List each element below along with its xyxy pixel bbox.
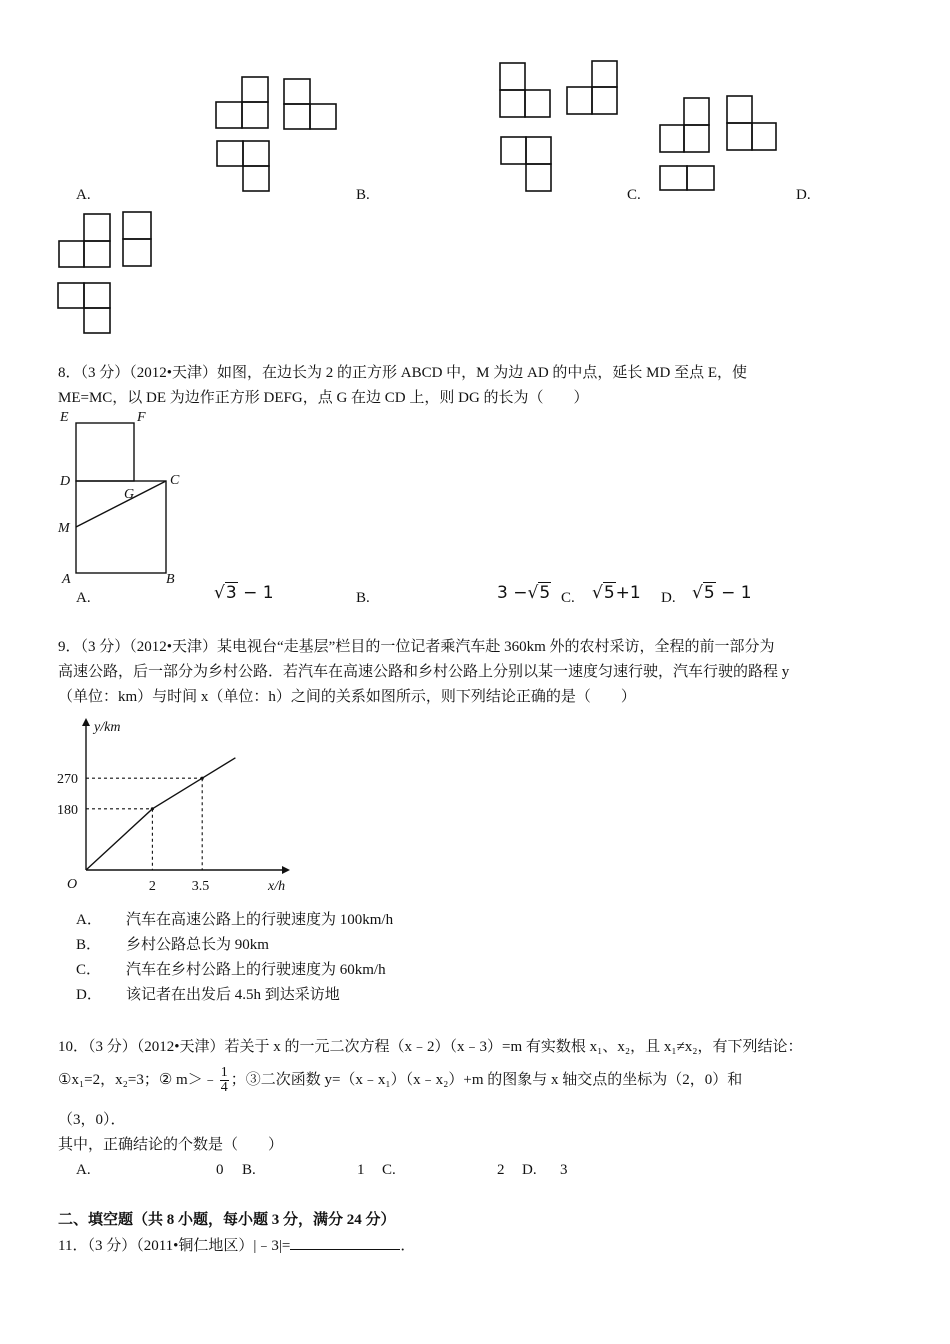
q10-option-c-letter: C.: [382, 1162, 396, 1178]
q8-option-c-value: √5+1: [592, 583, 641, 603]
q10-option-a-value: 0: [216, 1162, 224, 1178]
q10-option-b[interactable]: [242, 1160, 256, 1180]
q8-option-a-value: √3 − 1: [214, 583, 274, 603]
q8-option-c-radicand: 5: [603, 583, 615, 603]
label-m: M: [58, 521, 70, 536]
q9-option-d[interactable]: [76, 985, 102, 1005]
q9-stem-line1: 9．（3 分）（2012•天津）某电视台“走基层”栏目的一位记者乘汽车赴 360km 外的农村采访，全程的前一部分为: [58, 639, 775, 655]
q10-fraction-num: 1: [220, 1065, 228, 1080]
q8-option-d-radicand: 5: [703, 583, 715, 603]
q9-stem-line2: 高速公路，后一部分为乡村公路．若汽车在高速公路和乡村公路上分别以某一速度匀速行驶，汽车行驶的路程 y: [58, 664, 790, 680]
q10-fraction-den: 4: [220, 1080, 228, 1095]
x-tick-label-1: 3.5: [191, 879, 210, 894]
q10-option-d-value: 3: [560, 1162, 568, 1178]
q8-stem-line2: ME=MC，以 DE 为边作正方形 DEFG，点 G 在边 CD 上，则 DG 的长为（ ）: [58, 390, 589, 406]
q7-option-c-label[interactable]: C.: [627, 187, 641, 203]
q8-option-d-letter: D.: [661, 590, 676, 606]
x-tick-label-0: 2: [148, 879, 156, 894]
q11-tail: ．: [400, 1238, 416, 1254]
data-point-2: [201, 777, 204, 780]
q10-option-d-letter: D.: [522, 1162, 537, 1178]
q8-option-a-radicand: 3: [225, 583, 237, 603]
origin-label: O: [67, 877, 78, 892]
q10-stem-line3: （3，0）．: [58, 1112, 126, 1128]
q9-option-c-letter: C．: [76, 962, 102, 978]
series-line-0: [86, 758, 235, 870]
q8-option-d-value: √5 − 1: [692, 583, 752, 603]
q8-option-a-letter: A.: [76, 590, 91, 606]
y-axis-arrow: [82, 718, 90, 726]
label-g: G: [124, 487, 135, 502]
q10-option-b-value: 1: [357, 1162, 365, 1178]
q10-stem-line2: [58, 1066, 742, 1095]
q10-option-b-letter: B.: [242, 1162, 256, 1178]
q8-option-b-prefix: 3 −: [497, 583, 528, 603]
q7-option-d-label[interactable]: D.: [796, 187, 811, 203]
q10-option-d[interactable]: [522, 1160, 537, 1180]
q8-option-c-rest: +1: [615, 583, 641, 603]
label-e: E: [60, 410, 69, 425]
y-tick-label-0: 180: [57, 802, 78, 818]
q11-text: 11．（3 分）（2011•铜仁地区）|﹣3|=: [58, 1238, 291, 1254]
q9-option-a-letter: A．: [76, 912, 102, 928]
q10-stem-line4: 其中，正确结论的个数是（ ）: [58, 1137, 284, 1153]
q9-option-d-letter: D．: [76, 987, 102, 1003]
q9-option-c[interactable]: [76, 960, 101, 980]
q10-stem-line1: 10．（3 分）（2012•天津）若关于 x 的一元二次方程（x﹣2）（x﹣3）=m 有实数根 x₁、x₂，且 x₁≠x₂，有下列结论：: [58, 1039, 803, 1055]
q7-option-a-label[interactable]: A.: [76, 187, 91, 203]
q8-option-d-rest: − 1: [721, 583, 752, 603]
q10-option-c[interactable]: [382, 1160, 396, 1180]
label-a: A: [62, 572, 71, 587]
q8-option-c-letter: C.: [561, 590, 575, 606]
q8-option-b-radicand: 5: [539, 583, 551, 603]
q9-option-d-text: 该记者在出发后 4.5h 到达采访地: [126, 987, 340, 1003]
q10-stem-line2-b: ；③二次函数 y=（x﹣x₁）（x﹣x₂）+m 的图象与 x 轴交点的坐标为（2，0）和: [230, 1071, 743, 1088]
q9-stem-line3: （单位：km）与时间 x（单位：h）之间的关系如图所示，则下列结论正确的是（ ）: [58, 689, 636, 705]
q9-option-a-text: 汽车在高速公路上的行驶速度为 100km/h: [126, 912, 394, 928]
y-axis-label: y/km: [94, 720, 121, 735]
q10-option-a[interactable]: [76, 1160, 91, 1180]
q9-option-b[interactable]: [76, 935, 101, 955]
data-point-1: [151, 807, 154, 810]
q10-stem-line2-a: ①x₁=2，x₂=3；② m＞﹣: [58, 1071, 218, 1088]
y-tick-label-1: 270: [57, 772, 78, 788]
x-axis-label: x/h: [268, 879, 286, 894]
q11-stem: [58, 1235, 415, 1256]
label-c: C: [170, 473, 180, 488]
x-axis-arrow: [282, 866, 290, 874]
q9-option-a[interactable]: [76, 910, 102, 930]
q8-option-b-value: 3 −√5: [497, 583, 551, 603]
q10-fraction: [220, 1066, 229, 1095]
q9-option-b-text: 乡村公路总长为 90km: [126, 937, 269, 953]
q10-option-a-letter: A.: [76, 1162, 91, 1178]
label-d: D: [60, 474, 71, 489]
q9-option-c-text: 汽车在乡村公路上的行驶速度为 60km/h: [126, 962, 386, 978]
q9-option-b-letter: B．: [76, 937, 102, 953]
q10-option-c-value: 2: [497, 1162, 505, 1178]
label-f: F: [137, 410, 146, 425]
q7-option-b-label[interactable]: B.: [356, 187, 370, 203]
label-b: B: [166, 572, 175, 587]
q8-option-a-rest: − 1: [243, 583, 274, 603]
q8-option-b-letter: B.: [356, 590, 370, 606]
q8-stem-line1: 8．（3 分）（2012•天津）如图，在边长为 2 的正方形 ABCD 中，M 为边 AD 的中点，延长 MD 至点 E，使: [58, 365, 748, 381]
q11-answer-blank[interactable]: [290, 1235, 400, 1250]
section2-heading: 二、填空题（共 8 小题，每小题 3 分，满分 24 分）: [58, 1212, 396, 1228]
